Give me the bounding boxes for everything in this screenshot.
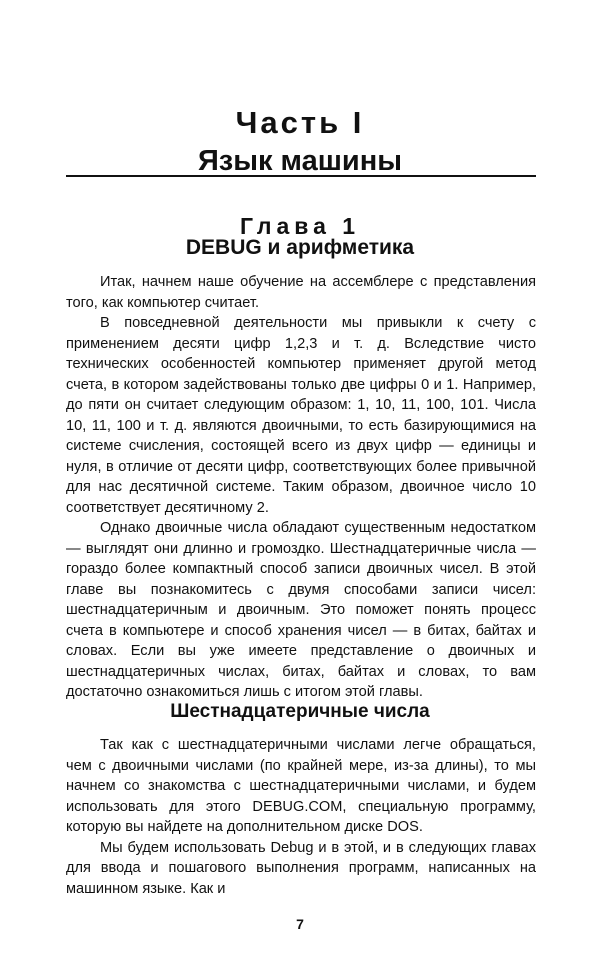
title-divider <box>66 175 536 177</box>
chapter-label: Глава 1 <box>239 213 361 239</box>
chapter-title: DEBUG и арифметика <box>185 236 415 259</box>
part-title: Часть I <box>235 105 365 140</box>
intro-text-block <box>66 272 536 703</box>
paragraph: Мы будем использовать Debug и в этой, и в следующих главах для ввода и пошагового выполнения программ, написанных на машинном языке. Как и <box>66 839 536 897</box>
section-heading: Шестнадцатеричные числа <box>170 701 430 722</box>
section-text-block <box>66 735 536 899</box>
page-number: 7 <box>296 916 304 932</box>
part-subtitle: Язык машины <box>197 145 403 177</box>
paragraph: В повседневной деятельности мы привыкли к счету с применением десяти цифр 1,2,3 и т. д. Вследствие чисто технических особенностей компьютер применяет другой метод счета, в котором задействованы только две цифры 0 и 1. Например, до пяти он считает следующим образом: 1, 10, 11, 100, 101. Числа 10, 11, 100 и т. д. являются двоичными, то есть базирующимися на системе счисления, состоящей всего из двух цифр — единицы и нуля, в отличие от десяти цифр, соответствующих более привычной для нас десятичной системе. Таким образом, двоичное число 10 соответствует десятичному 2. <box>66 315 536 516</box>
paragraph: Однако двоичные числа обладают существенным недостатком — выглядят они длинно и громоздко. Шестнадцатеричные числа — гораздо более компактный способ записи двоичных чисел. В этой главе вы познакомитесь с двумя способами записи чисел: шестнадцатеричным и двоичным. Это поможет понять процесс счета в компьютере и способ хранения чисел — в битах, байтах и словах. Если вы уже имеете представление о двоичных и шестнадцатеричных числах, битах, байтах и словах, то вам достаточно ознакомиться лишь с итогом этой главы. <box>66 520 536 700</box>
paragraph: Итак, начнем наше обучение на ассемблере с представления того, как компьютер считает. <box>66 274 536 311</box>
paragraph: Так как с шестнадцатеричными числами легче обращаться, чем с двоичными числами (по крайней мере, из-за длины), то мы начнем со знакомства с шестнадцатеричными числами, и будем использовать для этого DEBUG.COM, специальную программу, которую вы найдете на дополнительном диске DOS. <box>66 737 536 835</box>
